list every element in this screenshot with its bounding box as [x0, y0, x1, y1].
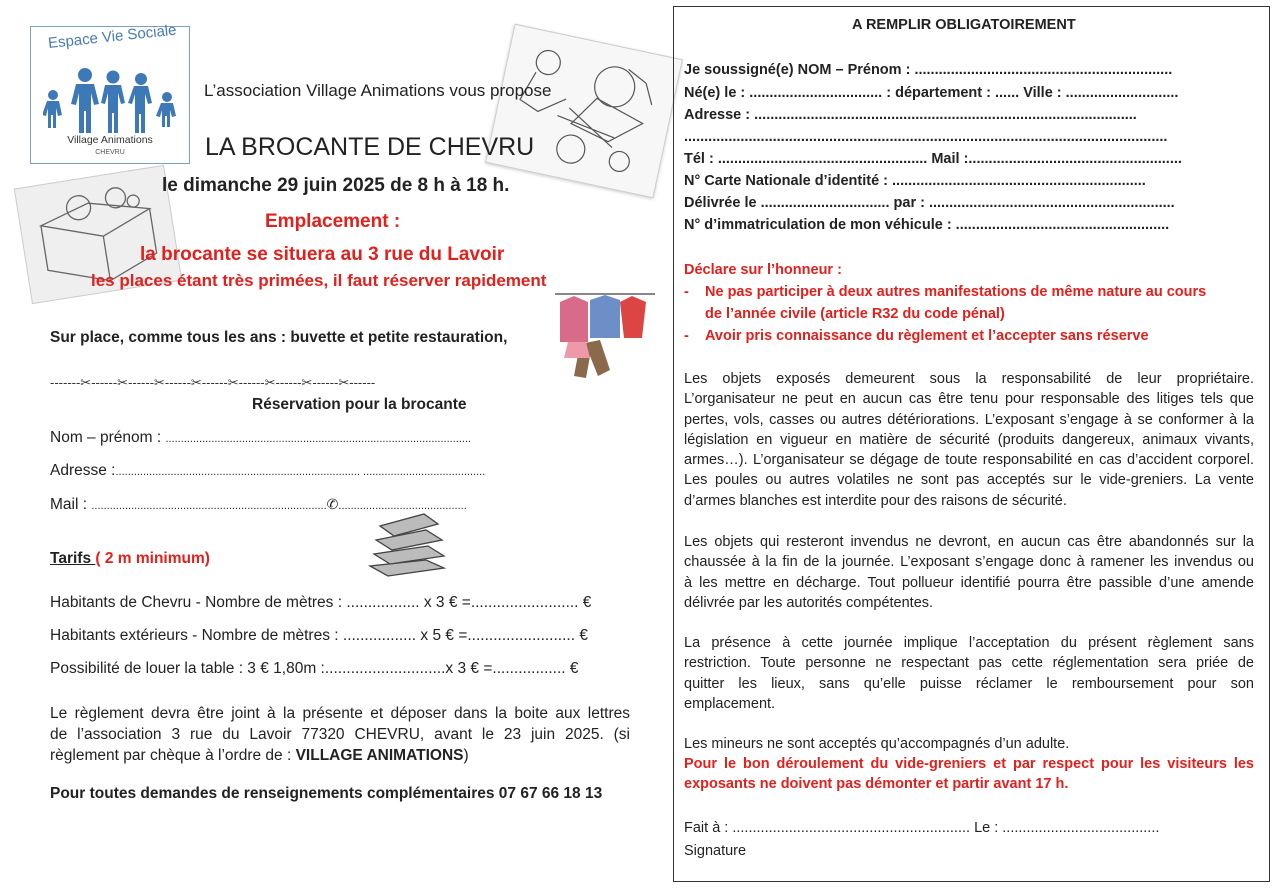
departure-warning — [684, 754, 1254, 795]
form-line-id-card[interactable]: N° Carte Nationale d’identité : ............................................................... — [684, 173, 1146, 189]
form-line-contact[interactable]: Tél : .................................................... Mail :..................................................... — [684, 151, 1182, 167]
location-line1: la brocante se situera au 3 rue du Lavoir — [140, 244, 505, 265]
rules-line: Les objets qui resteront invendus ne devront, en aucun cas être abandonnés sur la — [684, 534, 1254, 550]
tarif-row: Habitants de Chevru - Nombre de mètres : ................. x 3 € =......................... € — [50, 594, 592, 611]
clothes-hanger-icon — [550, 284, 660, 384]
name-label: Nom – prénom : — [50, 429, 166, 446]
payment-line3 — [50, 745, 630, 766]
family-icon — [43, 61, 179, 133]
intro-text: L’association Village Animations vous propose — [204, 81, 552, 100]
tarifs-label: Tarifs — [50, 550, 96, 567]
phone-dots: .......................................... — [338, 500, 467, 512]
onsite-info: Sur place, comme tous les ans : buvette et petite restauration, — [50, 329, 508, 346]
tarifs-note: ( 2 m minimum) — [95, 550, 210, 567]
form-line-address2[interactable]: ........................................................................................................................ — [684, 129, 1168, 145]
rules-line: Les objets exposés demeurent sous la responsabilité de leur propriétaire. — [684, 371, 1254, 387]
event-date: le dimanche 29 juin 2025 de 8 h à 18 h. — [162, 175, 510, 196]
rules-paragraph-3 — [684, 633, 1254, 714]
rules-paragraph-1 — [684, 369, 1254, 511]
brocante-sketch-illustration — [485, 24, 683, 199]
rules-line: délivrée par les autorités compétentes. — [684, 594, 934, 611]
tarif-row: Habitants extérieurs - Nombre de mètres : ................. x 5 € =......................... € — [50, 627, 588, 644]
mail-label: Mail : — [50, 496, 92, 513]
declaration-item-1-line2: de l’année civile (article R32 du code pénal) — [705, 306, 1005, 322]
rules-line: emplacement. — [684, 695, 776, 712]
warning-line: Pour le bon déroulement du vide-greniers et par respect pour les visiteurs les — [684, 756, 1254, 772]
minors-rule: Les mineurs ne sont acceptés qu’accompagnés d’un adulte. — [684, 736, 1070, 752]
phone-icon: ✆ — [326, 496, 339, 512]
payment-line3-prefix: règlement par chèque à l’ordre de : — [50, 747, 296, 764]
logo-small-text: CHEVRU — [95, 149, 125, 156]
payment-instructions — [50, 703, 630, 766]
rules-line: Les poules ou autres volatiles ne sont pas acceptés sur le vide-greniers. La vente — [684, 472, 1254, 489]
logo-bottom-text: Village Animations — [67, 134, 153, 146]
declaration-item-1-line1: Ne pas participer à deux autres manifestations de même nature au cours — [705, 284, 1207, 300]
contact-info: Pour toutes demandes de renseignements complémentaires 07 67 66 18 13 — [50, 785, 603, 802]
address-dots: ................................................................................ ........................................ — [115, 466, 486, 478]
warning-line: exposants ne doivent pas démonter et partir avant 17 h. — [684, 776, 1069, 793]
logo-top-text: Espace Vie Sociale — [47, 21, 178, 52]
form-line-birth[interactable]: Né(e) le : ................................. : département : ...... Ville : ............................ — [684, 85, 1179, 101]
rules-line: législation en vigueur en matière de sécurité (produits dangereux, animaux vivants, — [684, 431, 1254, 448]
address-field[interactable] — [50, 461, 485, 482]
place-date-field[interactable]: Fait à : ........................................................... Le : ....................................... — [684, 820, 1160, 836]
location-line2: les places étant très primées, il faut réserver rapidement — [91, 271, 547, 290]
declaration-dash: - — [684, 284, 689, 300]
form-title: A REMPLIR OBLIGATOIREMENT — [852, 17, 1076, 33]
reservation-title: Réservation pour la brocante — [252, 396, 467, 413]
tarifs-heading — [50, 549, 210, 569]
declaration-item-2-line1: Avoir pris connaissance du règlement et l’accepter sans réserve — [705, 328, 1149, 344]
mail-dots: ............................................................................. — [91, 500, 327, 512]
payment-line: Le règlement devra être joint à la présente et déposer dans la boite aux lettres — [50, 705, 630, 722]
form-line-vehicle[interactable]: N° d’immatriculation de mon véhicule : ..................................................... — [684, 217, 1170, 233]
payment-line: de l’association 3 rue du Lavoir 77320 CHEVRU, avant le 23 juin 2025. (si — [50, 726, 630, 743]
rules-line: pertes, vols, casses ou autres détériorations. L’exposant s’engage à se conformer à la — [684, 411, 1254, 428]
rules-line: La présence à cette journée implique l’acceptation du présent règlement sans — [684, 635, 1254, 651]
rules-line: d’armes blanches est interdite pour des raisons de sécurité. — [684, 492, 1067, 509]
rules-line: quitter les lieux, sans qu’elle puisse réclamer le remboursement pour son — [684, 675, 1254, 692]
rules-line: chaussée à la fin de la journée. L’exposant s’engage donc à ramener les invendus ou — [684, 554, 1254, 571]
event-title: LA BROCANTE DE CHEVRU — [205, 133, 535, 161]
declaration-item — [684, 326, 1149, 346]
tarif-row: Possibilité de louer la table : 3 € 1,80m :............................x 3 € =................. € — [50, 660, 579, 677]
payee-name: VILLAGE ANIMATIONS — [295, 747, 464, 764]
rules-line: L’organisateur ne peut en aucun cas être tenu pour responsable des litiges tels que — [684, 391, 1254, 408]
cut-line: -------✂------✂------✂------✂------✂------✂------✂------✂------ — [50, 375, 376, 390]
form-line-delivered[interactable]: Délivrée le ................................ par : ............................................................. — [684, 195, 1175, 211]
form-line-address[interactable]: Adresse : ............................................................................................... — [684, 107, 1137, 123]
name-dots: .................................................................................................... — [165, 433, 472, 445]
rules-paragraph-2 — [684, 532, 1254, 613]
association-logo — [30, 21, 190, 164]
rules-line: restriction. Toute personne ne respectant pas cette réglementation sera priée de — [684, 655, 1254, 672]
rules-line: à les mettre en décharge. Tout pollueur identifié pourra être passible d’une amende — [684, 574, 1254, 591]
address-label: Adresse : — [50, 462, 116, 479]
form-line-name[interactable]: Je soussigné(e) NOM – Prénom : ................................................................ — [684, 62, 1173, 78]
signature-label: Signature — [684, 843, 747, 859]
location-heading: Emplacement : — [265, 211, 401, 232]
declaration-dash: - — [684, 328, 689, 344]
sketch-drawing-icon — [486, 25, 681, 197]
books-stack-icon — [362, 508, 450, 580]
clothes-illustration — [550, 284, 660, 384]
books-illustration — [362, 508, 450, 580]
rules-line: armes…). L’organisateur se dégage de toute responsabilité en cas d’accident corporel. — [684, 452, 1254, 469]
payment-line3-suffix: ) — [463, 747, 469, 764]
declaration-heading: Déclare sur l’honneur : — [684, 262, 842, 278]
name-field[interactable] — [50, 428, 471, 449]
declaration-item — [684, 282, 1207, 302]
